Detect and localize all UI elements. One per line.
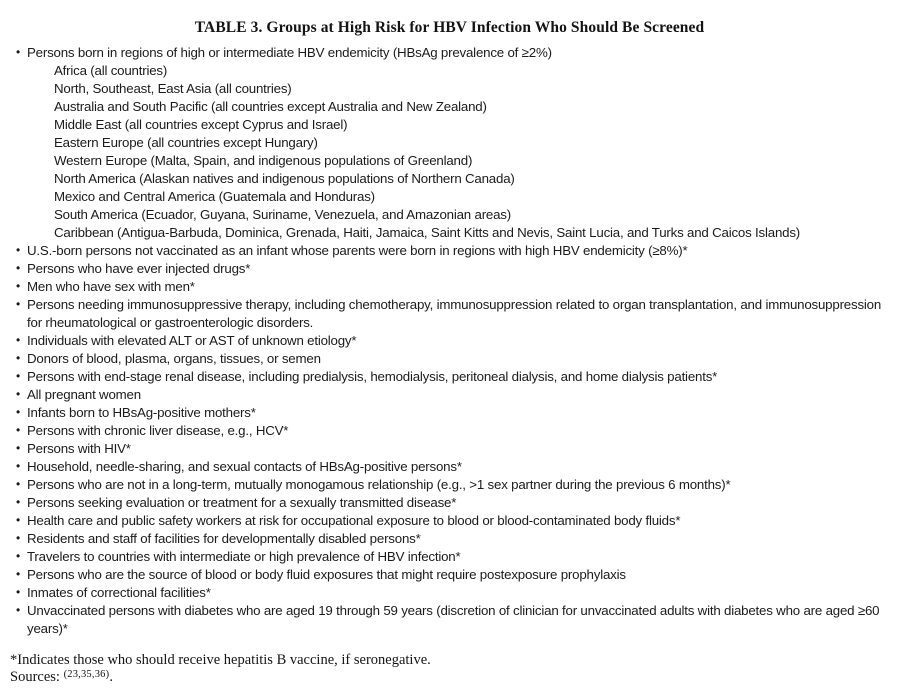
list-item (8, 476, 893, 494)
list-item-text: Africa (all countries) (54, 63, 168, 78)
bullet-icon: • (16, 45, 21, 59)
list-item (8, 512, 893, 530)
sources-citations: (23,35,36) (63, 668, 110, 680)
list-item (8, 296, 893, 332)
list-item-text: Persons with chronic liver disease, e.g., HCV* (27, 423, 289, 438)
list-item-text: Australia and South Pacific (all countries except Australia and New Zealand) (54, 99, 487, 114)
footnote-text: *Indicates those who should receive hepatitis B vaccine, if seronegative. (10, 652, 431, 668)
list-item-text: Household, needle-sharing, and sexual contacts of HBsAg-positive persons* (27, 459, 462, 474)
list-item (8, 530, 893, 548)
list-item (8, 386, 893, 404)
list-item-text: All pregnant women (27, 387, 141, 402)
bullet-icon: • (16, 441, 21, 455)
bullet-icon: • (16, 585, 21, 599)
bullet-icon: • (16, 567, 21, 581)
footnote (8, 652, 891, 685)
list-item-text: North America (Alaskan natives and indigenous populations of Northern Canada) (54, 171, 515, 186)
risk-list (8, 44, 893, 638)
list-item-text: U.S.-born persons not vaccinated as an infant whose parents were born in regions with high HBV endemicity (≥8%)* (27, 243, 688, 258)
bullet-icon: • (16, 495, 21, 509)
bullet-icon: • (16, 333, 21, 347)
bullet-icon: • (16, 351, 21, 365)
sub-list-item (8, 170, 893, 188)
sub-list-item (8, 62, 893, 80)
list-item (8, 458, 893, 476)
sources-line (10, 669, 891, 686)
sub-list-item (8, 134, 893, 152)
list-item-text: Residents and staff of facilities for developmentally disabled persons* (27, 531, 421, 546)
list-item (8, 404, 893, 422)
sub-list-item (8, 152, 893, 170)
bullet-icon: • (16, 297, 21, 311)
sources-period: . (109, 668, 113, 685)
list-item-text: Persons with HIV* (27, 441, 131, 456)
list-item-text: Persons needing immunosuppressive therapy, including chemotherapy, immunosuppression related to organ transplantation, and immunosuppression for rheumatological or gastroenterologic disorders. (27, 297, 882, 330)
table-title: TABLE 3. Groups at High Risk for HBV Infection Who Should Be Screened (194, 19, 705, 36)
bullet-icon: • (16, 243, 21, 257)
sub-list-item (8, 224, 893, 242)
list-item-text: Health care and public safety workers at risk for occupational exposure to blood or blood-contaminated body fluids* (27, 513, 681, 528)
bullet-icon: • (16, 405, 21, 419)
bullet-icon: • (16, 279, 21, 293)
list-item-text: Inmates of correctional facilities* (27, 585, 211, 600)
bullet-icon: • (16, 531, 21, 545)
list-item-text: Mexico and Central America (Guatemala and Honduras) (54, 189, 375, 204)
list-item-text: North, Southeast, East Asia (all countries) (54, 81, 292, 96)
list-item-text: Middle East (all countries except Cyprus and Israel) (54, 117, 348, 132)
bullet-icon: • (16, 513, 21, 527)
list-item (8, 242, 893, 260)
list-item (8, 584, 893, 602)
list-item (8, 278, 893, 296)
list-item-text: Persons seeking evaluation or treatment for a sexually transmitted disease* (27, 495, 457, 510)
list-item (8, 368, 893, 386)
list-item (8, 260, 893, 278)
bullet-icon: • (16, 603, 21, 617)
bullet-icon: • (16, 261, 21, 275)
list-item-text: Eastern Europe (all countries except Hungary) (54, 135, 318, 150)
list-item-text: Persons with end-stage renal disease, including predialysis, hemodialysis, peritoneal dialysis, and home dialysis patients* (27, 369, 718, 384)
list-item-text: Travelers to countries with intermediate or high prevalence of HBV infection* (27, 549, 461, 564)
sources-label: Sources: (10, 668, 64, 685)
list-item (8, 494, 893, 512)
list-item-text: Persons born in regions of high or intermediate HBV endemicity (HBsAg prevalence of ≥2%) (27, 45, 552, 60)
sub-list-item (8, 116, 893, 134)
list-item-text: Western Europe (Malta, Spain, and indigenous populations of Greenland) (54, 153, 473, 168)
sub-list-item (8, 188, 893, 206)
sub-list-item (8, 206, 893, 224)
sub-list-item (8, 98, 893, 116)
list-item (8, 440, 893, 458)
list-item-text: Unvaccinated persons with diabetes who are aged 19 through 59 years (discretion of clinician for unvaccinated adults with diabetes who are aged ≥60 years)* (27, 603, 880, 636)
list-item-text: Persons who are not in a long-term, mutually monogamous relationship (e.g., >1 sex partner during the previous 6 months)* (27, 477, 731, 492)
list-item-text: Donors of blood, plasma, organs, tissues, or semen (27, 351, 321, 366)
list-item (8, 422, 893, 440)
list-item-text: Caribbean (Antigua-Barbuda, Dominica, Grenada, Haiti, Jamaica, Saint Kitts and Nevis, Saint Lucia, and Turks and Caicos Islands) (54, 225, 801, 240)
bullet-icon: • (16, 477, 21, 491)
bullet-icon: • (16, 387, 21, 401)
list-item (8, 566, 893, 584)
list-item (8, 350, 893, 368)
bullet-icon: • (16, 459, 21, 473)
list-item (8, 44, 893, 62)
list-item-text: Individuals with elevated ALT or AST of unknown etiology* (27, 333, 357, 348)
bullet-icon: • (16, 549, 21, 563)
list-item (8, 602, 893, 638)
list-item (8, 548, 893, 566)
bullet-icon: • (16, 423, 21, 437)
list-item-text: Persons who are the source of blood or body fluid exposures that might require postexposure prophylaxis (27, 567, 626, 582)
list-item-text: South America (Ecuador, Guyana, Suriname, Venezuela, and Amazonian areas) (54, 207, 511, 222)
list-item-text: Infants born to HBsAg-positive mothers* (27, 405, 256, 420)
list-item-text: Persons who have ever injected drugs* (27, 261, 251, 276)
list-item (8, 332, 893, 350)
sub-list-item (8, 80, 893, 98)
bullet-icon: • (16, 369, 21, 383)
list-item-text: Men who have sex with men* (27, 279, 195, 294)
